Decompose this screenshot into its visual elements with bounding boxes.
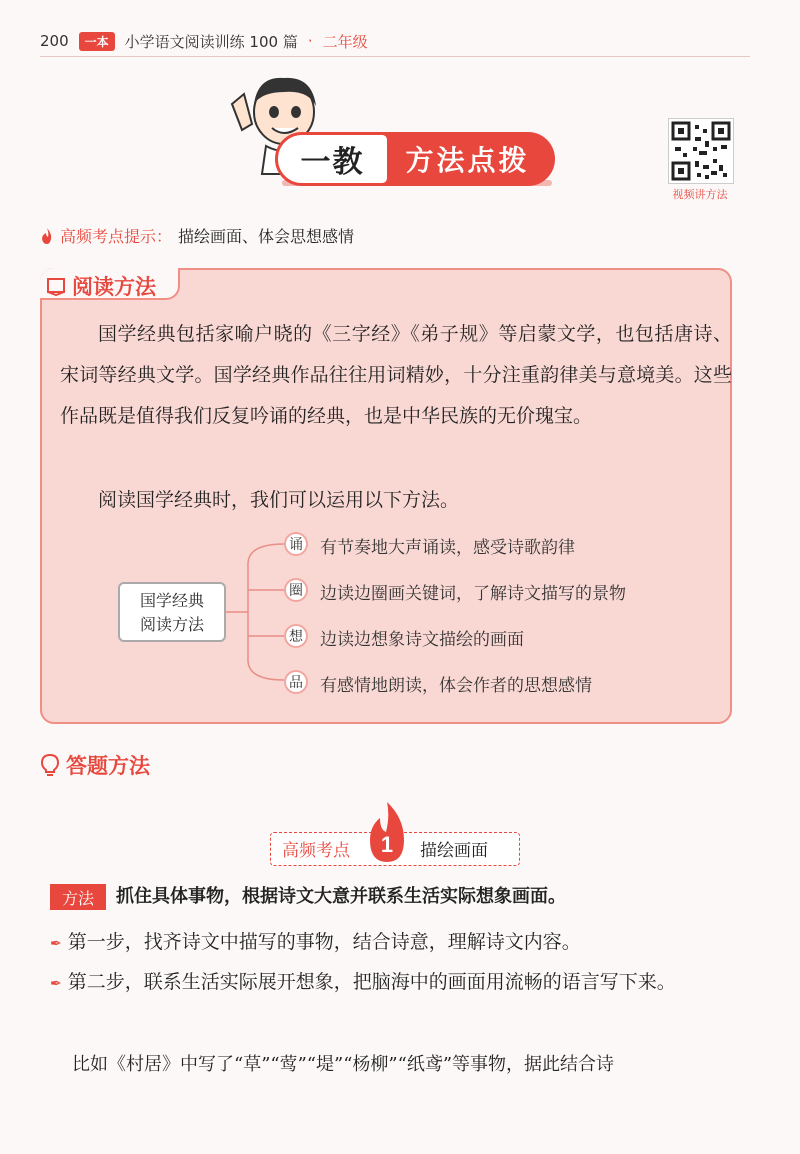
diagram-center-line-2: 阅读方法 <box>139 615 204 634</box>
diagram-center-line-1: 国学经典 <box>139 591 204 610</box>
diagram-node-1: 诵 <box>284 532 308 556</box>
tip-value: 描绘画面、体会思想感情 <box>178 227 355 246</box>
reading-method-title <box>46 271 156 301</box>
qr-code-icon[interactable] <box>668 118 734 184</box>
method-text: 抓住具体事物，根据诗文大意并联系生活实际想象画面。 <box>116 886 566 907</box>
method-tag: 方法 <box>50 884 106 910</box>
diagram-bracket <box>226 540 286 684</box>
reading-paragraph-1: 国学经典包括家喻户晓的《三字经》《弟子规》等启蒙文学，也包括唐诗、宋词等经典文学。国学经典作品往往用词精妙，十分注重韵律美与意境美。这些作品既是值得我们反复吟诵的经典，也是中华民族的无价瑰宝。 <box>60 323 732 427</box>
diagram-center-box <box>118 582 226 642</box>
diagram-item-1: 有节奏地大声诵读，感受诗歌韵律 <box>320 538 575 558</box>
hot-point-tip <box>40 224 354 247</box>
diagram-node-3: 想 <box>284 624 308 648</box>
answer-method-title <box>40 750 150 780</box>
tip-label: 高频考点提示： <box>60 227 173 246</box>
pen-bullet-icon: ✒ <box>50 936 62 952</box>
example-paragraph: 比如《村居》中写了“草”“莺”“堤”“杨柳”“纸鸢”等事物，据此结合诗 <box>72 1054 615 1075</box>
diagram-node-2: 圈 <box>284 578 308 602</box>
book-icon <box>46 276 66 296</box>
page-number: 200 <box>40 32 69 50</box>
badge-label: 高频考点 <box>282 841 350 861</box>
grade-label: 二年级 <box>322 32 368 51</box>
series-title: 小学语文阅读训练 100 篇 <box>124 32 298 51</box>
step-2-text: 第二步，联系生活实际展开想象，把脑海中的画面用流畅的语言写下来。 <box>67 971 676 993</box>
flame-icon <box>40 227 54 245</box>
diagram-item-4: 有感情地朗读，体会作者的思想感情 <box>320 676 592 696</box>
step-2 <box>50 962 740 1005</box>
header-divider <box>40 56 750 57</box>
step-1 <box>50 922 740 965</box>
banner-label: 一教 <box>275 132 390 186</box>
qr-label: 视频讲方法 <box>672 188 728 201</box>
badge-number: 1 <box>380 832 394 857</box>
diagram-item-3: 边读边想象诗文描绘的画面 <box>320 630 524 650</box>
header-separator: · <box>307 32 313 50</box>
flame-number-icon <box>364 800 410 866</box>
lightbulb-icon <box>40 753 60 777</box>
page-header <box>40 28 368 54</box>
diagram-item-2: 边读边圈画关键词，了解诗文描写的景物 <box>320 584 626 604</box>
brand-logo: 一本 <box>79 32 115 51</box>
diagram-node-4: 品 <box>284 670 308 694</box>
pen-bullet-icon: ✒ <box>50 976 62 992</box>
banner-title: 方法点拨 <box>380 132 555 186</box>
answer-title-text: 答题方法 <box>66 754 150 778</box>
step-1-text: 第一步，找齐诗文中描写的事物，结合诗意，理解诗文内容。 <box>67 931 581 953</box>
badge-topic: 描绘画面 <box>420 841 488 861</box>
reading-title-text: 阅读方法 <box>72 275 156 299</box>
reading-paragraph-2: 阅读国学经典时，我们可以运用以下方法。 <box>98 489 460 511</box>
